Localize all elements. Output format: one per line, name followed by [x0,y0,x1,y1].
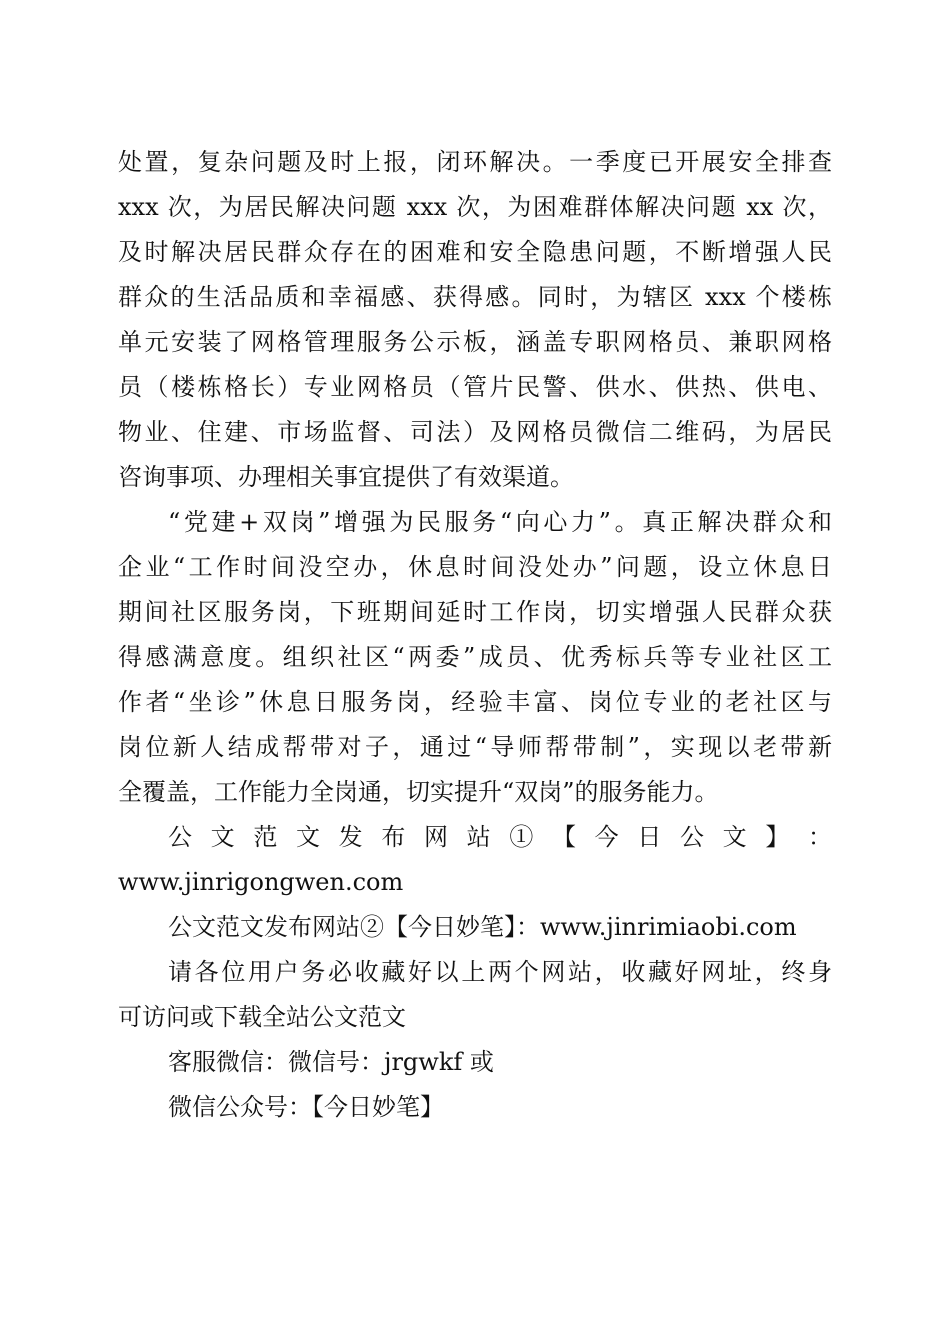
paragraph-grid-service [118,140,832,500]
notice-line: 可访问或下载全站公文范文 [118,1003,406,1031]
text-line: xxx 次，为居民解决问题 xxx 次，为困难群体解决问题 xx 次， [118,193,832,221]
wechat-public: 微信公众号：【今日妙笔】 [168,1093,444,1121]
text-line: 咨询事项、办理相关事宜提供了有效渠道。 [118,463,574,491]
text-line: 群众的生活品质和幸福感、获得感。同时，为辖区 xxx 个楼栋 [118,283,832,311]
text-line: “党建+双岗”增强为民服务“向心力”。真正解决群众和 [168,508,832,536]
notice-line: 请各位用户务必收藏好以上两个网站，收藏好网址，终身 [168,958,832,986]
text-line: 企业“工作时间没空办，休息时间没处办”问题，设立休息日 [118,553,832,581]
document-page [118,140,832,1130]
paragraph-party-building [118,500,832,815]
text-line: 全覆盖，工作能力全岗通，切实提升“双岗”的服务能力。 [118,778,719,806]
wechat-service: 客服微信：微信号：jrgwkf 或 [168,1048,494,1076]
site2-line[interactable]: 公文范文发布网站②【今日妙笔】：www.jinrimiaobi.com [168,913,797,941]
footer-promo [118,815,832,1130]
text-line: 及时解决居民群众存在的困难和安全隐患问题，不断增强人民 [118,238,832,266]
text-line: 物业、住建、市场监督、司法）及网格员微信二维码，为居民 [118,418,832,446]
text-line: 得感满意度。组织社区“两委”成员、优秀标兵等专业社区工 [118,643,832,671]
text-line: 作者“坐诊”休息日服务岗，经验丰富、岗位专业的老社区与 [118,688,832,716]
text-line: 岗位新人结成帮带对子，通过“导师帮带制”，实现以老带新 [118,733,832,761]
site1-url[interactable]: www.jinrigongwen.com [118,868,404,896]
text-line: 期间社区服务岗，下班期间延时工作岗，切实增强人民群众获 [118,598,832,626]
text-line: 单元安装了网格管理服务公示板，涵盖专职网格员、兼职网格 [118,328,832,356]
site1-label: 公 文 范 文 发 布 网 站 ① 【 今 日 公 文 】 ： [168,823,832,851]
text-line: 处置，复杂问题及时上报，闭环解决。一季度已开展安全排查 [118,148,832,176]
text-line: 员（楼栋格长）专业网格员（管片民警、供水、供热、供电、 [118,373,832,401]
